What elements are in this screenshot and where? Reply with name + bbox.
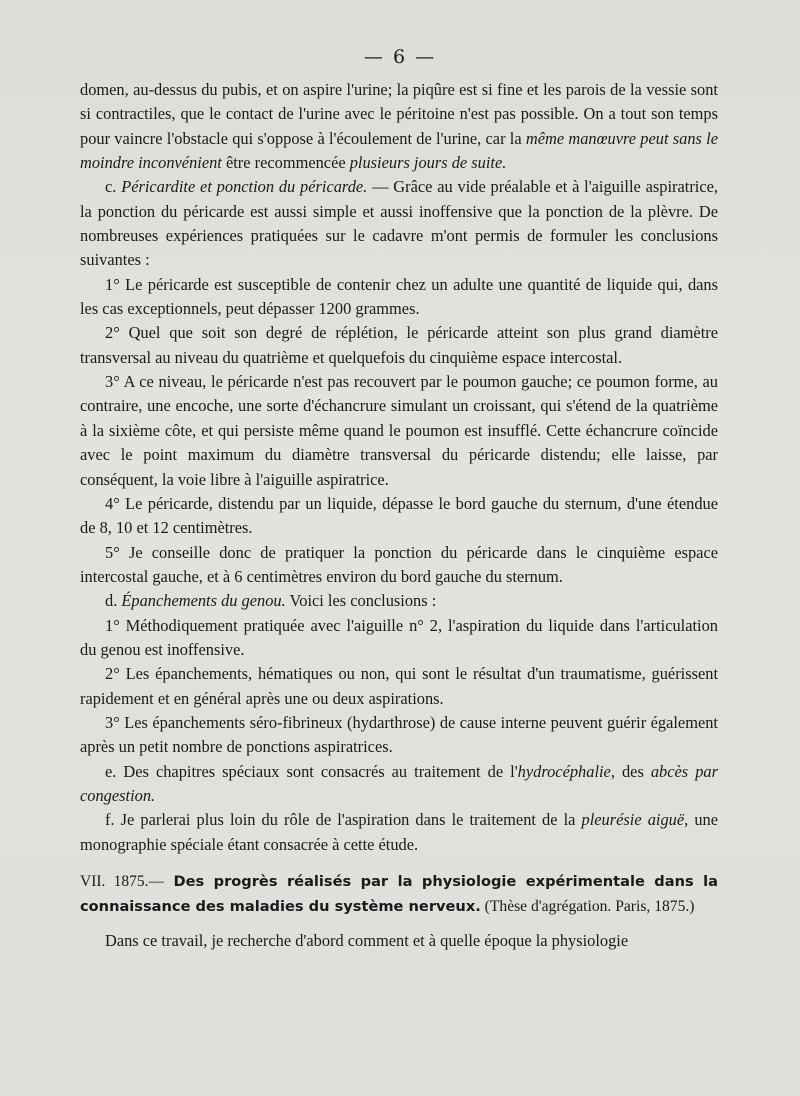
paragraph-text: f. Je parlerai plus loin du rôle de l'aspiration dans le traitement de la (105, 810, 582, 830)
italic-phrase: pleurésie aiguë (581, 810, 685, 830)
section-meta: (Thèse d'agrégation. Paris, 1875.) (480, 898, 695, 915)
section-heading (80, 869, 718, 919)
paragraph-text: être recommencée (221, 153, 350, 173)
section-number: VII. 1875.— (80, 873, 165, 890)
paragraph-pleurisy (80, 808, 718, 857)
conclusion-item: 2° Quel que soit son degré de réplétion, le péricarde atteint son plus grand diamètre transversal au niveau du quatrième et quelquefois du cinquième espace intercostal. (80, 323, 718, 367)
paragraph-chapters (80, 760, 718, 809)
item-label: c. (105, 177, 122, 197)
italic-phrase: hydrocéphalie (517, 761, 611, 781)
paragraph-knee (80, 589, 718, 613)
conclusion-item: 4° Le péricarde, distendu par un liquide, dépasse le bord gauche du sternum, d'une étendue de 8, 10 et 12 centimètres. (80, 493, 718, 538)
conclusion-item: 2° Les épanchements, hématiques ou non, qui sont le résultat d'un traumatisme, guérissent rapidement et en général après une ou deux aspirations. (80, 664, 718, 708)
italic-phrase: plusieurs jours de suite. (349, 153, 507, 173)
paragraph-text: Voici les conclusions : (285, 591, 437, 611)
conclusion-item: 5° Je conseille donc de pratiquer la ponction du péricarde dans le cinquième espace intercostal gauche, et à 6 centimètres environ du bord gauche du sternum. (80, 542, 718, 586)
paragraph-text: — Grâce au vide préalable et à l'aiguille aspiratrice, la ponction du péricarde est aussi simple et aussi inoffensive que la ponction de la plèvre. De nombreuses expériences pratiquées sur le cadavre m'ont permis de formuler les conclusions suivantes : (80, 177, 718, 270)
conclusion-item: 1° Méthodiquement pratiquée avec l'aiguille n° 2, l'aspiration du liquide dans l'articulation du genou est inoffensive. (80, 615, 718, 659)
subsection-title: Épanchements du genou. (121, 591, 286, 611)
item-label: d. (105, 591, 122, 611)
conclusion-item: 3° A ce niveau, le péricarde n'est pas recouvert par le poumon gauche; ce poumon forme, au contraire, une encoche, une sorte d'échancrure simulant un croissant, qui s'étend de la quatrième à la sixième côte, et qui persiste même quand le poumon est insufflé. Cette échancrure coïncide avec le point maximum du diamètre transversal du péricarde distendu; elle laisse, par conséquent, la voie libre à l'aiguille aspiratrice. (80, 372, 718, 489)
italic-phrase: même manœuvre peut sans le moindre inconvénient (80, 128, 718, 173)
paragraph-text: , une monographie spéciale étant consacrée à cette étude. (80, 810, 718, 854)
paragraph-continuation (80, 78, 718, 175)
paragraph-text: e. Des chapitres spéciaux sont consacrés au traitement de l' (105, 761, 518, 781)
conclusion-item: 1° Le péricarde est susceptible de contenir chez un adulte une quantité de liquide qui, dans les cas exceptionnels, peut dépasser 1200 grammes. (80, 274, 718, 319)
paragraph-pericarditis (80, 175, 718, 272)
section-title: Des progrès réalisés par la physiologie expérimentale dans la connaissance des maladies du système nerveux. (80, 873, 718, 915)
paragraph-text: , des (610, 761, 651, 781)
section-intro: Dans ce travail, je recherche d'abord comment et à quelle époque la physiologie (105, 931, 629, 950)
italic-phrase: abcès par congestion. (80, 761, 718, 805)
page-number: — 6 — (363, 46, 437, 68)
body-text (80, 78, 718, 953)
paragraph-text: domen, au-dessus du pubis, et on aspire l'urine; la piqûre est si fine et les parois de la vessie sont si contractiles, que le contact de l'urine avec le péritoine n'est pas possible. On a tout son temps pour vaincre l'obstacle qui s'oppose à l'écoulement de l'urine, car la (80, 80, 718, 148)
conclusion-item: 3° Les épanchements séro-fibrineux (hydarthrose) de cause interne peuvent guérir également après un petit nombre de ponctions aspiratrices. (80, 712, 718, 757)
subsection-title: Péricardite et ponction du péricarde. (121, 177, 368, 197)
